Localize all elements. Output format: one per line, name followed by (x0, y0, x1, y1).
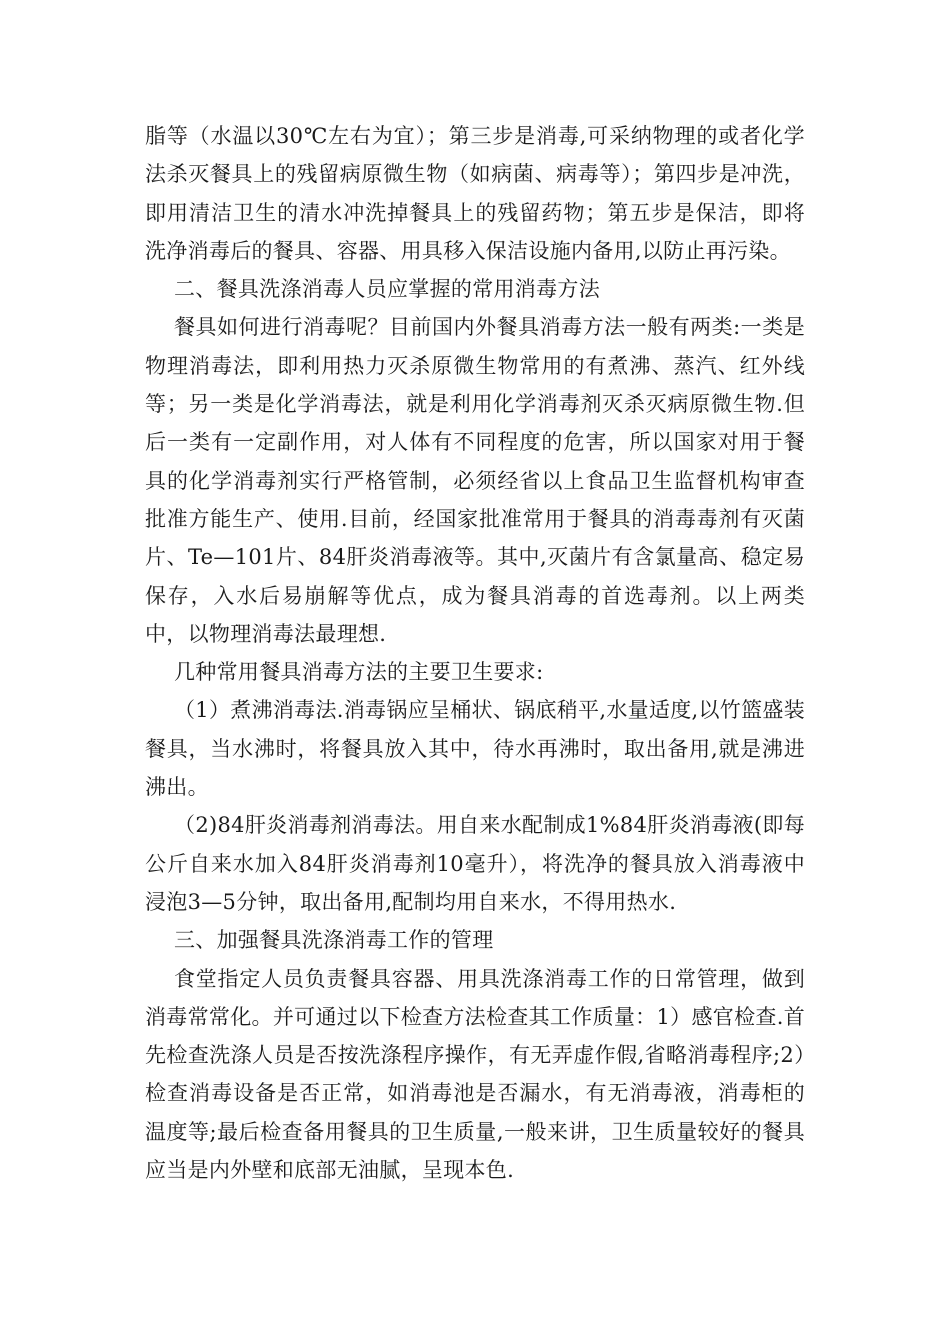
paragraph-boiling-method: （1）煮沸消毒法.消毒锅应呈桶状、锅底稍平,水量适度,以竹篮盛装餐具，当水沸时，将餐具放入其中，待水再沸时，取出备用,就是沸进沸出。 (145, 698, 805, 800)
section-heading-management: 三、加强餐具洗涤消毒工作的管理 (174, 928, 494, 953)
document-page (145, 117, 805, 1189)
paragraph-management-details: 食堂指定人员负责餐具容器、用具洗涤消毒工作的日常管理，做到消毒常常化。并可通过以下检查方法检查其工作质量：1）感官检查.首先检查洗涤人员是否按洗涤程序操作，有无弄虚作假,省略消毒程序;2）检查消毒设备是否正常，如消毒池是否漏水，有无消毒液，消毒柜的温度等;最后检查备用餐具的卫生质量,一般来讲，卫生质量较好的餐具应当是内外壁和底部无油腻，呈现本色. (145, 966, 805, 1183)
section-heading-common-disinfection-methods: 二、餐具洗涤消毒人员应掌握的常用消毒方法 (174, 277, 600, 302)
paragraph-hygiene-requirements-intro: 几种常用餐具消毒方法的主要卫生要求: (174, 660, 544, 685)
paragraph-84-disinfectant-method: （2)84肝炎消毒剂消毒法。用自来水配制成1%84肝炎消毒液(即每公斤自来水加入84肝炎消毒剂10毫升），将洗净的餐具放入消毒液中浸泡3—5分钟，取出备用,配制均用自来水，不得用热水. (145, 813, 805, 914)
paragraph-disinfection-overview: 餐具如何进行消毒呢？目前国内外餐具消毒方法一般有两类:一类是物理消毒法，即利用热力灭杀原微生物常用的有煮沸、蒸汽、红外线等；另一类是化学消毒法，就是利用化学消毒剂灭杀灭病原微生物.但后一类有一定副作用，对人体有不同程度的危害，所以国家对用于餐具的化学消毒剂实行严格管制，必须经省以上食品卫生监督机构审查批准方能生产、使用.目前，经国家批准常用于餐具的消毒毒剂有灭菌片、Te—101片、84肝炎消毒液等。其中,灭菌片有含氯量高、稳定易保存，入水后易崩解等优点，成为餐具消毒的首选毒剂。以上两类中，以物理消毒法最理想. (145, 315, 805, 646)
paragraph-cleaning-steps-continued: 脂等（水温以30℃左右为宜）；第三步是消毒,可采纳物理的或者化学法杀灭餐具上的残留病原微生物（如病菌、病毒等）；第四步是冲洗，即用清洁卫生的清水冲洗掉餐具上的残留药物；第五步是保洁，即将洗净消毒后的餐具、容器、用具移入保洁设施内备用,以防止再污染。 (145, 124, 805, 263)
